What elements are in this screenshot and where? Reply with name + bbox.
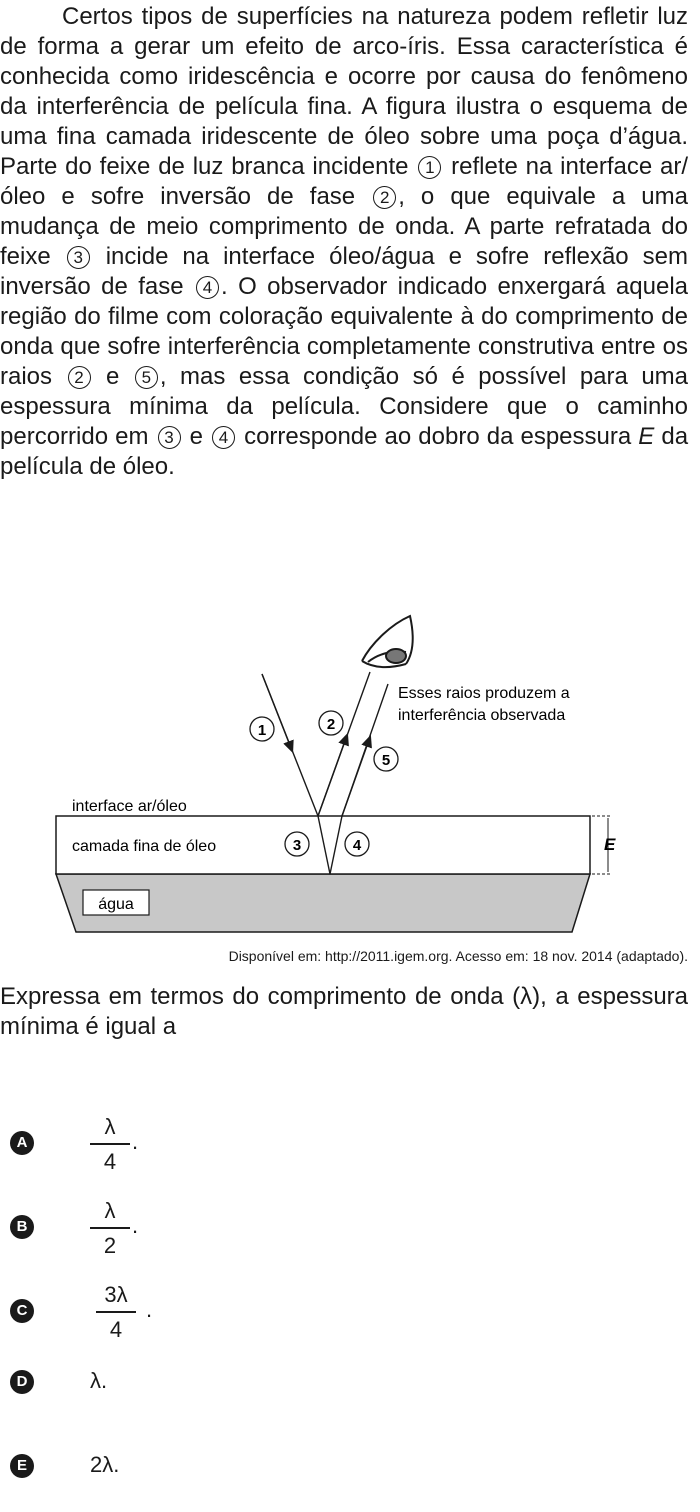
ray-label-4: 4: [352, 837, 362, 854]
circled-number: 2: [68, 366, 91, 389]
circled-number: 1: [418, 156, 441, 179]
fraction-numerator: λ: [104, 1198, 116, 1223]
option-text: λ.: [90, 1368, 108, 1393]
circled-number: 4: [212, 426, 235, 449]
annotation-line-2: interferência observada: [398, 707, 566, 724]
question-text: Expressa em termos do comprimento de onda (λ), a espessura mínima é igual a: [0, 983, 688, 1040]
option-letter-badge: B: [10, 1215, 34, 1239]
period: .: [132, 1213, 139, 1238]
fraction-denominator: 4: [109, 1316, 123, 1342]
interface-label: interface ar/óleo: [72, 798, 187, 815]
thickness-symbol: E: [638, 423, 655, 450]
option-text: 2λ.: [90, 1452, 120, 1477]
ray-label-2: 2: [326, 716, 336, 733]
fraction-bar: [90, 1227, 130, 1229]
statement-text: da película de óleo.: [0, 423, 689, 480]
period: .: [132, 1129, 139, 1154]
circled-number: 4: [196, 276, 219, 299]
circled-number: 2: [373, 186, 396, 209]
statement-text: . O observador indicado enxergará aquela região do filme com coloração equivalente à do comprimento de onda que sofre interferência completamente construtiva entre os raios: [0, 273, 689, 390]
option-c[interactable]: [10, 1281, 410, 1341]
option-letter-badge: D: [10, 1370, 34, 1394]
fraction: [90, 1197, 130, 1260]
fraction: [96, 1281, 136, 1344]
annotation-line-1: Esses raios produzem a: [398, 685, 570, 702]
source-citation: Disponível em: http://2011.igem.org. Acesso em: 18 nov. 2014 (adaptado).: [228, 948, 688, 964]
option-letter-badge: C: [10, 1299, 34, 1323]
option-d[interactable]: [10, 1368, 410, 1428]
option-letter-badge: A: [10, 1131, 34, 1155]
thin-film-diagram: [0, 612, 700, 942]
ray-2-arrow: [318, 738, 346, 816]
statement-text: Certos tipos de superfícies na natureza podem refletir luz de forma a gerar um efeito de arco-íris. Essa característica é conhecida como iridescência e ocorre por causa do fenômeno da interferência de película fina. A figura ilustra o esquema de uma fina camada iridescente de óleo sobre uma poça d’água. Parte do feixe de luz branca incidente: [0, 3, 688, 180]
fraction: [90, 1113, 130, 1176]
water-label: água: [98, 896, 134, 913]
ray-label-5: 5: [381, 752, 391, 769]
statement-text: , mas essa condição só é possível para uma espessura mínima da película. Considere que o caminho percorrido em: [0, 363, 689, 450]
statement-paragraph: [0, 2, 688, 482]
eye-icon: [362, 616, 413, 667]
thickness-label: E: [604, 835, 616, 854]
oil-label: camada fina de óleo: [72, 838, 217, 855]
statement-text: e: [106, 363, 120, 390]
fraction-bar: [90, 1143, 130, 1145]
ray-label-3: 3: [292, 837, 302, 854]
ray-5-arrow: [342, 740, 369, 816]
statement-text: corresponde ao dobro da espessura: [244, 423, 632, 450]
fraction-numerator: λ: [104, 1114, 116, 1139]
statement-text: e: [189, 423, 203, 450]
ray-label-1: 1: [257, 722, 267, 739]
fraction-denominator: 2: [103, 1232, 117, 1258]
circled-number: 5: [135, 366, 158, 389]
option-letter-badge: E: [10, 1454, 34, 1478]
circled-number: 3: [67, 246, 90, 269]
statement-text: , o que equivale a uma mudança de meio comprimento de onda. A parte refratada do feixe: [0, 183, 688, 270]
statement-text: reflete na interface ar/óleo e sofre inversão de fase: [0, 153, 689, 210]
fraction-numerator: 3λ: [104, 1282, 128, 1307]
statement-text: incide na interface óleo/água e sofre reflexão sem inversão de fase: [0, 243, 688, 300]
fraction-bar: [96, 1311, 136, 1313]
fraction-denominator: 4: [103, 1148, 117, 1174]
period: .: [146, 1297, 153, 1322]
option-a[interactable]: [10, 1113, 410, 1173]
option-e[interactable]: [10, 1452, 410, 1512]
circled-number: 3: [158, 426, 181, 449]
option-b[interactable]: [10, 1197, 410, 1257]
